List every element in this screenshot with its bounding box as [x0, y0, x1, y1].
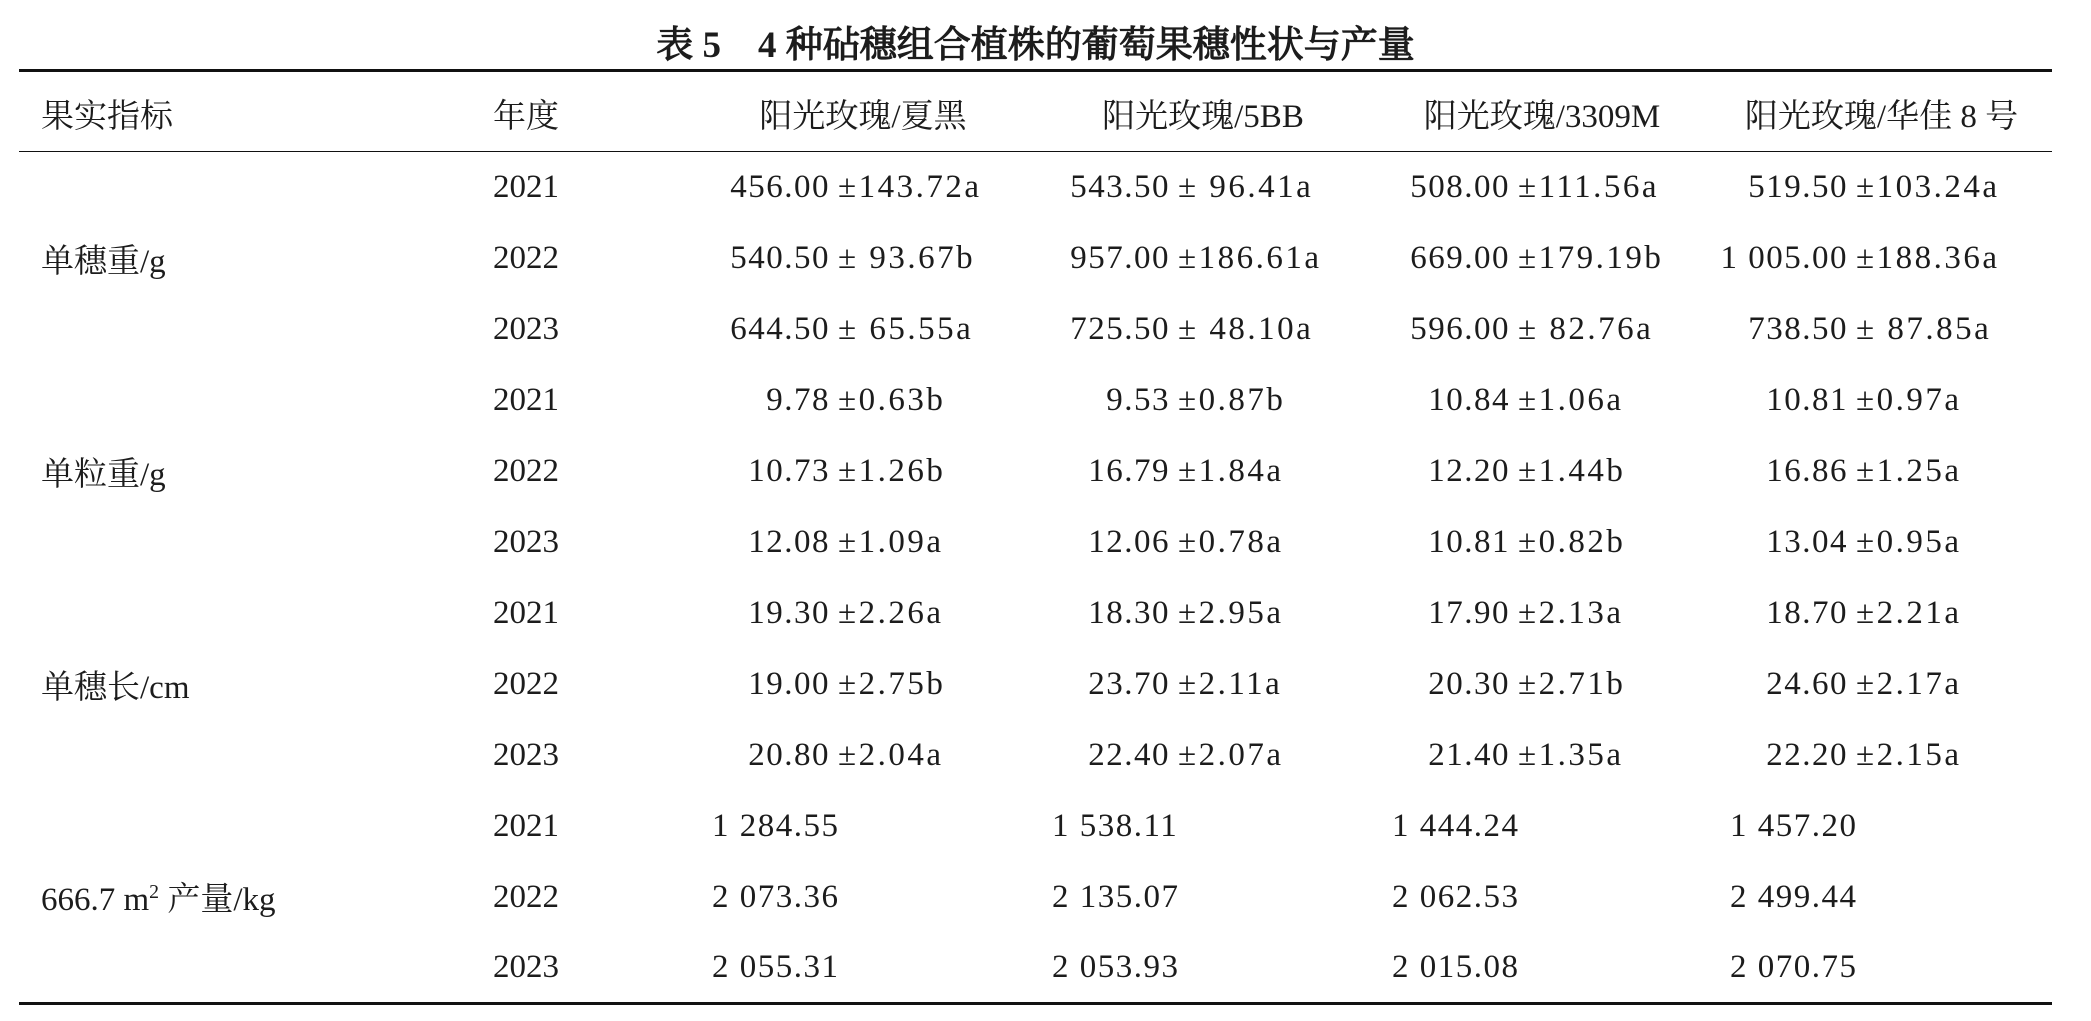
mean-value: 644.50 — [730, 310, 830, 347]
table-row — [19, 152, 2052, 223]
sd-value: ±2.15a — [1856, 736, 1962, 773]
sd-value: ±1.84a — [1178, 452, 1284, 489]
sd-value: ±0.87b — [1178, 381, 1286, 418]
sd-value: ± 96.41a — [1178, 168, 1314, 205]
mean-value: 16.79 — [1088, 452, 1170, 489]
header-combo: 阳光玫瑰/夏黑 — [693, 71, 1033, 152]
indicator-tail: 产量/kg — [159, 881, 276, 918]
mean-value: 669.00 — [1410, 239, 1510, 276]
value-cell — [1711, 152, 2052, 223]
data-table — [19, 69, 2052, 1005]
yield-value: 2 015.08 — [1392, 948, 1520, 985]
year-cell: 2022 — [493, 239, 559, 276]
year-cell: 2021 — [493, 594, 559, 631]
mean-value: 20.80 — [748, 736, 830, 773]
mean-value: 1 005.00 — [1720, 239, 1848, 276]
sd-value: ±186.61a — [1178, 239, 1322, 276]
table-title: 表 5 4 种砧穗组合植株的葡萄果穗性状与产量 — [656, 25, 1415, 66]
yield-value: 1 444.24 — [1392, 807, 1520, 844]
value-cell — [1033, 223, 1373, 294]
header-row — [19, 71, 2052, 152]
mean-value: 508.00 — [1410, 168, 1510, 205]
mean-value: 22.20 — [1766, 736, 1848, 773]
year-cell: 2023 — [493, 523, 559, 560]
sd-value: ±0.95a — [1856, 523, 1962, 560]
value-cell — [1711, 507, 2052, 578]
mean-value: 10.81 — [1766, 381, 1848, 418]
value-cell — [1711, 365, 2052, 436]
mean-value: 596.00 — [1410, 310, 1510, 347]
header-combo: 阳光玫瑰/华佳 8 号 — [1711, 71, 2052, 152]
year-cell: 2023 — [493, 310, 559, 347]
mean-value: 23.70 — [1088, 665, 1170, 702]
value-cell — [693, 507, 1033, 578]
yield-value: 2 070.75 — [1730, 948, 1858, 985]
value-cell — [1373, 294, 1711, 365]
indicator-label — [19, 791, 493, 1004]
indicator-label: 单粒重/g — [41, 456, 166, 493]
value-cell — [1373, 720, 1711, 791]
sd-value: ±1.09a — [838, 523, 944, 560]
sd-value: ±103.24a — [1856, 168, 2000, 205]
header-year: 年度 — [493, 71, 693, 152]
value-cell — [1373, 649, 1711, 720]
mean-value: 18.70 — [1766, 594, 1848, 631]
sd-value: ±111.56a — [1518, 168, 1660, 205]
value-cell — [693, 294, 1033, 365]
sd-value: ±2.71b — [1518, 665, 1626, 702]
value-cell — [1033, 294, 1373, 365]
value-cell — [1373, 152, 1711, 223]
yield-value: 1 284.55 — [712, 807, 840, 844]
mean-value: 725.50 — [1070, 310, 1170, 347]
value-cell — [1033, 436, 1373, 507]
value-cell — [1711, 436, 2052, 507]
sd-value: ±2.07a — [1178, 736, 1284, 773]
sd-value: ±2.21a — [1856, 594, 1962, 631]
sd-value: ± 87.85a — [1856, 310, 1992, 347]
value-cell — [1033, 578, 1373, 649]
sd-value: ±2.04a — [838, 736, 944, 773]
header-combo: 阳光玫瑰/3309M — [1373, 71, 1711, 152]
mean-value: 540.50 — [730, 239, 830, 276]
value-cell — [693, 365, 1033, 436]
sd-value: ± 65.55a — [838, 310, 974, 347]
yield-value: 2 062.53 — [1392, 878, 1520, 915]
value-cell — [1373, 578, 1711, 649]
value-cell — [1033, 507, 1373, 578]
mean-value: 24.60 — [1766, 665, 1848, 702]
year-cell: 2023 — [493, 736, 559, 773]
mean-value: 20.30 — [1428, 665, 1510, 702]
indicator-text: 666.7 m — [41, 881, 150, 918]
yield-value: 2 073.36 — [712, 878, 840, 915]
mean-value: 9.53 — [1106, 381, 1170, 418]
indicator-superscript: 2 — [149, 880, 160, 903]
mean-value: 12.08 — [748, 523, 830, 560]
mean-value: 18.30 — [1088, 594, 1170, 631]
sd-value: ±2.13a — [1518, 594, 1624, 631]
value-cell — [1373, 507, 1711, 578]
year-cell: 2022 — [493, 665, 559, 702]
indicator-label: 单穗长/cm — [41, 669, 190, 706]
yield-value: 1 538.11 — [1052, 807, 1179, 844]
sd-value: ±0.63b — [838, 381, 946, 418]
mean-value: 10.84 — [1428, 381, 1510, 418]
sd-value: ±0.78a — [1178, 523, 1284, 560]
mean-value: 12.20 — [1428, 452, 1510, 489]
mean-value: 543.50 — [1070, 168, 1170, 205]
year-cell: 2021 — [493, 807, 559, 844]
mean-value: 10.81 — [1428, 523, 1510, 560]
mean-value: 17.90 — [1428, 594, 1510, 631]
sd-value: ± 48.10a — [1178, 310, 1314, 347]
value-cell — [693, 223, 1033, 294]
value-cell — [693, 720, 1033, 791]
sd-value: ±1.25a — [1856, 452, 1962, 489]
value-cell — [1711, 720, 2052, 791]
value-cell — [1711, 294, 2052, 365]
value-cell — [1033, 720, 1373, 791]
mean-value: 19.30 — [748, 594, 830, 631]
table-row — [19, 791, 2052, 862]
mean-value: 13.04 — [1766, 523, 1848, 560]
yield-value: 2 135.07 — [1052, 878, 1180, 915]
value-cell — [1711, 223, 2052, 294]
sd-value: ±179.19b — [1518, 239, 1664, 276]
year-cell: 2022 — [493, 452, 559, 489]
sd-value: ±143.72a — [838, 168, 982, 205]
sd-value: ±1.35a — [1518, 736, 1624, 773]
sd-value: ± 93.67b — [838, 239, 976, 276]
value-cell — [1711, 649, 2052, 720]
table-row — [19, 578, 2052, 649]
value-cell — [1711, 578, 2052, 649]
sd-value: ±1.44b — [1518, 452, 1626, 489]
sd-value: ±1.26b — [838, 452, 946, 489]
sd-value: ±0.97a — [1856, 381, 1962, 418]
yield-value: 2 055.31 — [712, 948, 840, 985]
sd-value: ±2.75b — [838, 665, 946, 702]
sd-value: ± 82.76a — [1518, 310, 1654, 347]
mean-value: 738.50 — [1748, 310, 1848, 347]
yield-value: 2 499.44 — [1730, 878, 1858, 915]
sd-value: ±0.82b — [1518, 523, 1626, 560]
yield-value: 1 457.20 — [1730, 807, 1858, 844]
value-cell — [693, 152, 1033, 223]
mean-value: 22.40 — [1088, 736, 1170, 773]
year-cell: 2021 — [493, 168, 559, 205]
sd-value: ±188.36a — [1856, 239, 2000, 276]
sd-value: ±2.95a — [1178, 594, 1284, 631]
value-cell — [693, 436, 1033, 507]
indicator-label: 单穗重/g — [41, 243, 166, 280]
sd-value: ±2.17a — [1856, 665, 1962, 702]
year-cell: 2021 — [493, 381, 559, 418]
mean-value: 12.06 — [1088, 523, 1170, 560]
sd-value: ±2.26a — [838, 594, 944, 631]
table-row — [19, 365, 2052, 436]
mean-value: 519.50 — [1748, 168, 1848, 205]
header-indicator: 果实指标 — [19, 71, 493, 152]
value-cell — [693, 578, 1033, 649]
mean-value: 21.40 — [1428, 736, 1510, 773]
mean-value: 957.00 — [1070, 239, 1170, 276]
mean-value: 16.86 — [1766, 452, 1848, 489]
year-cell: 2023 — [493, 948, 559, 985]
value-cell — [1373, 365, 1711, 436]
mean-value: 456.00 — [730, 168, 830, 205]
value-cell — [1373, 223, 1711, 294]
sd-value: ±2.11a — [1178, 665, 1283, 702]
value-cell — [1033, 365, 1373, 436]
header-combo: 阳光玫瑰/5BB — [1033, 71, 1373, 152]
mean-value: 9.78 — [766, 381, 830, 418]
value-cell — [1033, 152, 1373, 223]
value-cell — [1033, 649, 1373, 720]
sd-value: ±1.06a — [1518, 381, 1624, 418]
year-cell: 2022 — [493, 878, 559, 915]
mean-value: 10.73 — [748, 452, 830, 489]
yield-value: 2 053.93 — [1052, 948, 1180, 985]
mean-value: 19.00 — [748, 665, 830, 702]
value-cell — [693, 649, 1033, 720]
value-cell — [1373, 436, 1711, 507]
